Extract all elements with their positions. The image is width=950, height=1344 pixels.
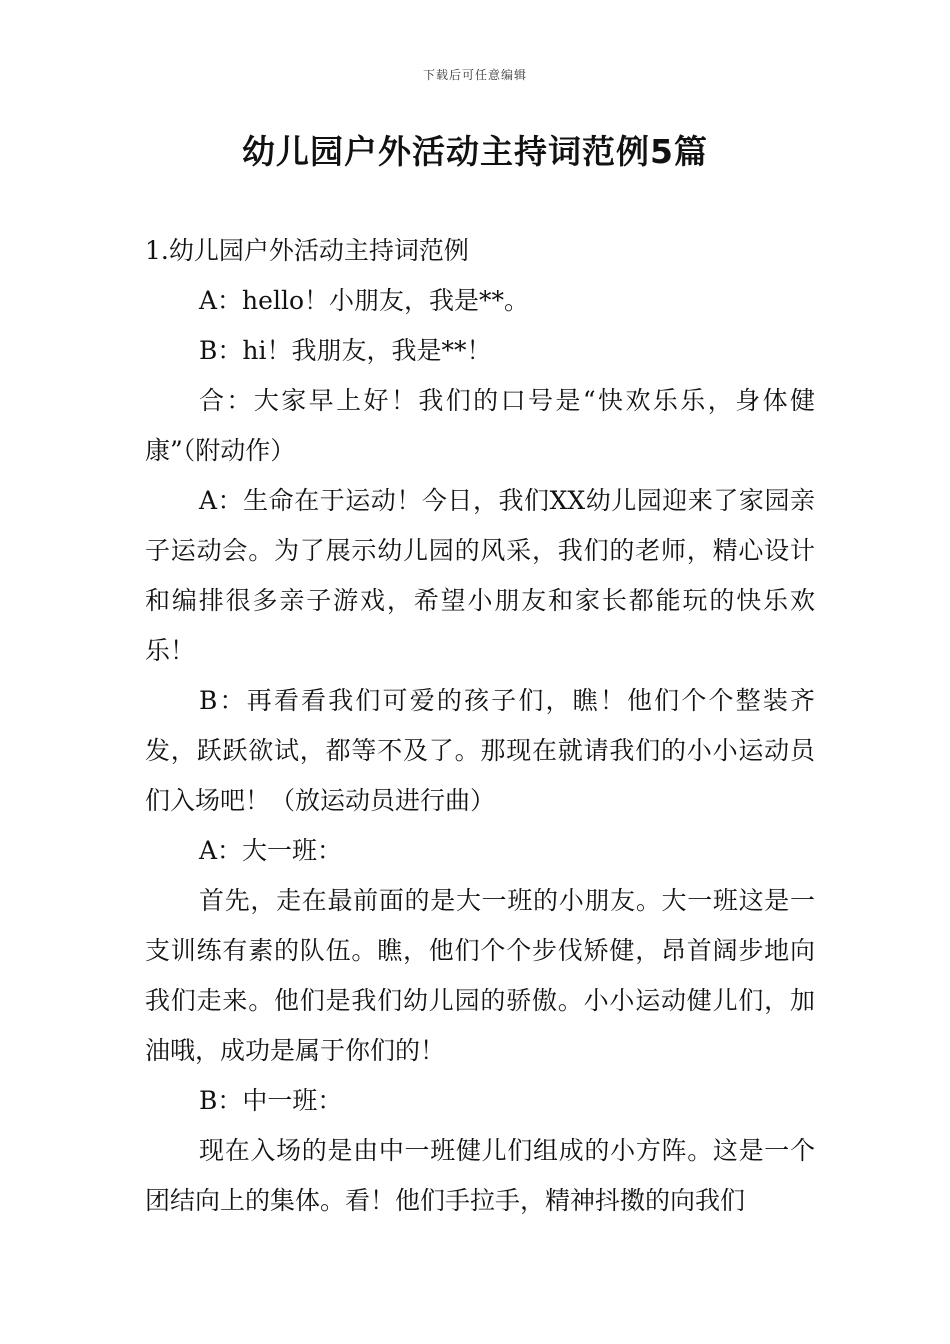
header-note: 下载后可任意编辑 bbox=[422, 68, 527, 82]
document-body bbox=[145, 226, 815, 1226]
paragraph: 合：大家早上好！我们的口号是“快欢乐乐，身体健康”（附动作） bbox=[145, 386, 815, 465]
paragraph: B：再看看我们可爱的孩子们，瞧！他们个个整装齐发，跃跃欲试，都等不及了。那现在就请我们的小小运动员们入场吧！（放运动员进行曲） bbox=[145, 686, 815, 815]
paragraph: A：生命在于运动！今日，我们XX幼儿园迎来了家园亲子运动会。为了展示幼儿园的风采，我们的老师，精心设计和编排很多亲子游戏，希望小朋友和家长都能玩的快乐欢乐！ bbox=[145, 486, 815, 665]
document-title: 幼儿园户外活动主持词范例5篇 bbox=[242, 132, 708, 171]
paragraph: B：hi！我朋友，我是**！ bbox=[199, 336, 492, 365]
paragraph: 现在入场的是由中一班健儿们组成的小方阵。这是一个团结向上的集体。看！他们手拉手，精神抖擞的向我们 bbox=[145, 1136, 815, 1215]
section-heading: 1.幼儿园户外活动主持词范例 bbox=[145, 236, 469, 265]
paragraph: A：hello！小朋友，我是**。 bbox=[199, 286, 529, 315]
paragraph: A：大一班： bbox=[199, 836, 343, 865]
paragraph: B：中一班： bbox=[199, 1086, 343, 1115]
paragraph: 首先，走在最前面的是大一班的小朋友。大一班这是一支训练有素的队伍。瞧，他们个个步伐矫健，昂首阔步地向我们走来。他们是我们幼儿园的骄傲。小小运动健儿们，加油哦，成功是属于你们的！ bbox=[145, 886, 815, 1065]
